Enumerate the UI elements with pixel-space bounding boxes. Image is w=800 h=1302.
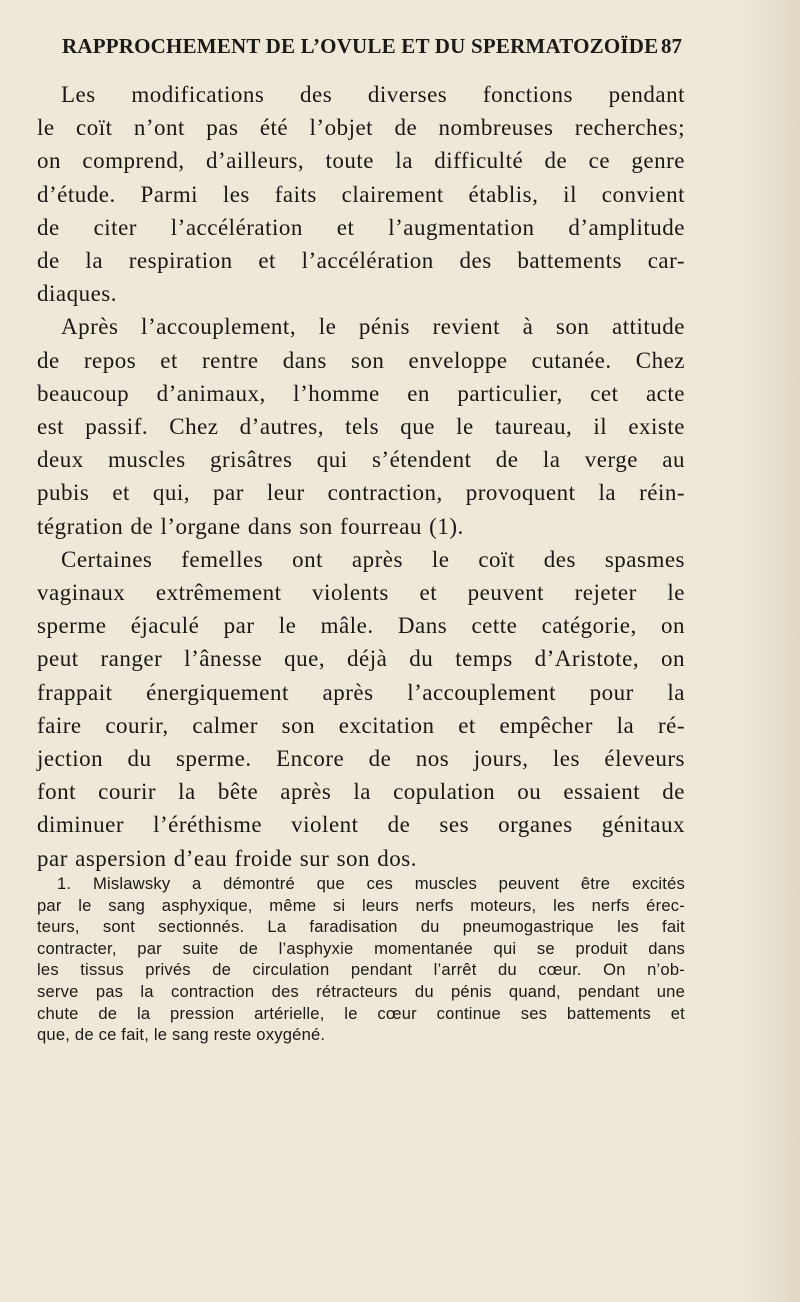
footnote-line: chute de la pression artérielle, le cœur continue ses battements et xyxy=(37,1003,685,1023)
text-line: Après l’accouplement, le pénis revient à son attitude xyxy=(61,314,685,340)
footnote-line: teurs, sont sectionnés. La faradisation du pneumogastrique les fait xyxy=(37,917,685,937)
text-line: diminuer l’éréthisme violent de ses organes génitaux xyxy=(37,812,685,838)
text-line: on comprend, d’ailleurs, toute la difficulté de ce genre xyxy=(37,148,685,174)
running-head: RAPPROCHEMENT DE L’OVULE ET DU SPERMATOZOÏDE xyxy=(62,34,659,58)
text-line: tégration de l’organe dans son fourreau (1). xyxy=(37,513,464,539)
text-line: de citer l’accélération et l’augmentation d’amplitude xyxy=(37,214,685,240)
text-line: Les modifications des diverses fonctions pendant xyxy=(61,82,685,107)
body-text xyxy=(37,78,685,875)
text-line: vaginaux extrêmement violents et peuvent rejeter le xyxy=(37,580,685,606)
text-line: frappait énergiquement après l’accouplement pour la xyxy=(37,679,685,705)
footnote xyxy=(37,873,685,1046)
text-line: beaucoup d’animaux, l’homme en particulier, cet acte xyxy=(37,380,685,406)
text-line: diaques. xyxy=(37,281,118,307)
text-line: de la respiration et l’accélération des battements car- xyxy=(37,248,685,274)
text-line: de repos et rentre dans son enveloppe cutanée. Chez xyxy=(37,347,685,373)
footnote-line: les tissus privés de circulation pendant l’arrêt du cœur. On n’ob- xyxy=(37,960,685,980)
footnote-line: serve pas la contraction des rétracteurs du pénis quand, pendant une xyxy=(37,981,685,1001)
text-line: jection du sperme. Encore de nos jours, les éleveurs xyxy=(37,746,685,772)
text-line: deux muscles grisâtres qui s’étendent de la verge au xyxy=(37,447,685,473)
footnote-line: que, de ce fait, le sang reste oxygéné. xyxy=(37,1025,326,1045)
footnote-line: par le sang asphyxique, même si leurs nerfs moteurs, les nerfs érec- xyxy=(37,895,685,915)
text-line: Certaines femelles ont après le coït des spasmes xyxy=(61,546,685,572)
text-line: est passif. Chez d’autres, tels que le taureau, il existe xyxy=(37,414,685,440)
text-line: pubis et qui, par leur contraction, provoquent la réin- xyxy=(37,480,685,506)
page-header xyxy=(62,34,682,66)
page-number: 87 xyxy=(661,34,682,58)
text-line: par aspersion d’eau froide sur son dos. xyxy=(37,845,417,871)
text-line: le coït n’ont pas été l’objet de nombreuses recherches; xyxy=(37,115,685,141)
text-line: d’étude. Parmi les faits clairement établis, il convient xyxy=(37,181,685,207)
text-line: peut ranger l’ânesse que, déjà du temps d’Aristote, on xyxy=(37,646,685,672)
text-line: font courir la bête après la copulation ou essaient de xyxy=(37,779,685,805)
footnote-line: contracter, par suite de l’asphyxie momentanée qui se produit dans xyxy=(37,938,685,958)
footnote-line: 1. Mislawsky a démontré que ces muscles peuvent être excités xyxy=(57,874,685,893)
text-line: sperme éjaculé par le mâle. Dans cette catégorie, on xyxy=(37,613,685,639)
text-line: faire courir, calmer son excitation et empêcher la ré- xyxy=(37,712,685,738)
